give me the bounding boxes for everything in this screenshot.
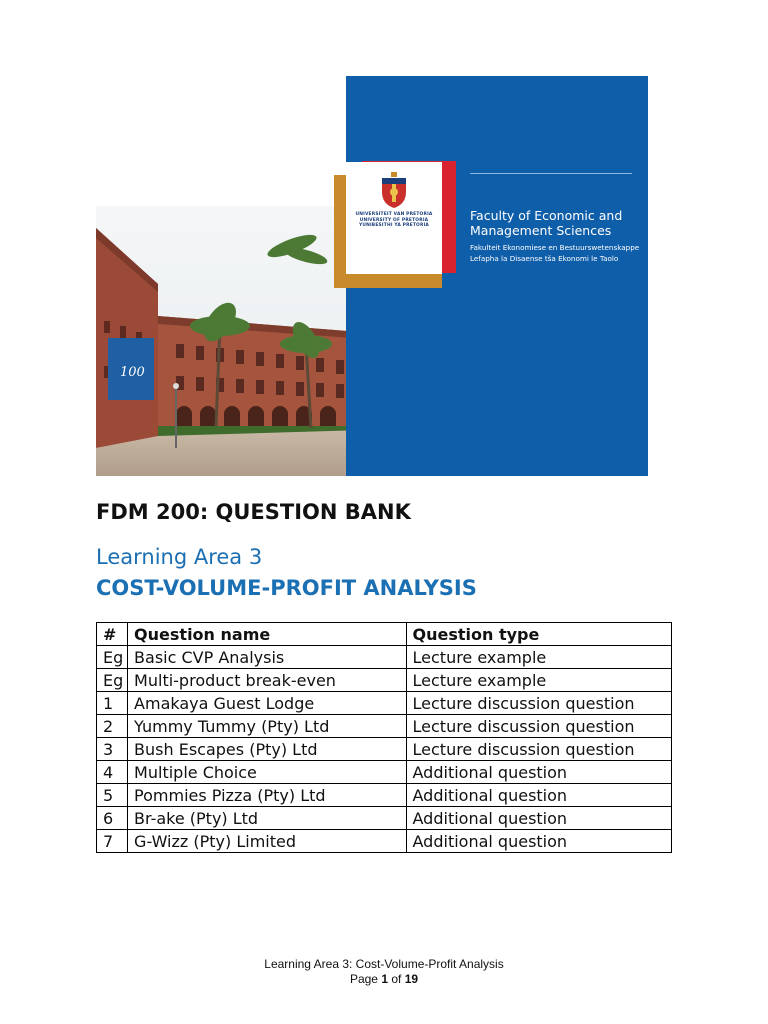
table-row bbox=[97, 761, 672, 784]
table-row bbox=[97, 669, 672, 692]
centenary-banner-text: 100 bbox=[120, 365, 145, 380]
page-number bbox=[0, 972, 768, 987]
row-number: 5 bbox=[97, 784, 128, 807]
row-question-type: Additional question bbox=[406, 761, 671, 784]
row-number: 7 bbox=[97, 830, 128, 853]
row-question-type: Additional question bbox=[406, 830, 671, 853]
header-question-name: Question name bbox=[128, 623, 406, 646]
table-row bbox=[97, 830, 672, 853]
row-question-type: Lecture example bbox=[406, 646, 671, 669]
row-question-name: Multi-product break-even bbox=[128, 669, 406, 692]
table-row bbox=[97, 692, 672, 715]
row-question-name: Multiple Choice bbox=[128, 761, 406, 784]
faculty-subtitle bbox=[470, 242, 645, 264]
row-question-name: Amakaya Guest Lodge bbox=[128, 692, 406, 715]
footer-title: Learning Area 3: Cost-Volume-Profit Analysis bbox=[264, 957, 504, 971]
faculty-title: Faculty of Economic and Management Sciences bbox=[470, 208, 623, 238]
page-prefix: Page bbox=[349, 972, 378, 986]
row-number: 6 bbox=[97, 807, 128, 830]
row-number: 3 bbox=[97, 738, 128, 761]
table-row bbox=[97, 715, 672, 738]
cover-banner bbox=[96, 76, 648, 476]
row-question-name: Pommies Pizza (Pty) Ltd bbox=[128, 784, 406, 807]
row-question-type: Lecture discussion question bbox=[406, 715, 671, 738]
row-question-type: Additional question bbox=[406, 807, 671, 830]
question-table bbox=[96, 622, 672, 853]
learning-area-topic: COST-VOLUME-PROFIT ANALYSIS bbox=[96, 576, 477, 600]
row-question-type: Lecture discussion question bbox=[406, 692, 671, 715]
row-question-name: Yummy Tummy (Pty) Ltd bbox=[128, 715, 406, 738]
row-number: Eg bbox=[97, 669, 128, 692]
page-total: 19 bbox=[404, 972, 419, 986]
table-row bbox=[97, 807, 672, 830]
row-question-name: G-Wizz (Pty) Limited bbox=[128, 830, 406, 853]
row-number: 2 bbox=[97, 715, 128, 738]
table-header-row bbox=[97, 623, 672, 646]
faculty-subtitle-afrikaans: Fakulteit Ekonomiese en Bestuurswetenskappe bbox=[470, 243, 640, 252]
header-number: # bbox=[97, 623, 128, 646]
row-question-type: Lecture example bbox=[406, 669, 671, 692]
row-question-name: Basic CVP Analysis bbox=[128, 646, 406, 669]
row-number: 1 bbox=[97, 692, 128, 715]
university-logo bbox=[346, 162, 442, 274]
university-name: UNIVERSITEIT VAN PRETORIA UNIVERSITY OF PRETORIA YUNIBESITHI YA PRETORIA bbox=[355, 212, 433, 229]
document-title: FDM 200: QUESTION BANK bbox=[96, 500, 411, 524]
row-question-name: Br-ake (Pty) Ltd bbox=[128, 807, 406, 830]
row-question-type: Additional question bbox=[406, 784, 671, 807]
university-crest-icon bbox=[379, 172, 409, 208]
faculty-divider bbox=[470, 173, 632, 174]
row-number: 4 bbox=[97, 761, 128, 784]
header-question-type: Question type bbox=[406, 623, 671, 646]
table-row bbox=[97, 738, 672, 761]
table-row bbox=[97, 784, 672, 807]
page-footer bbox=[0, 957, 768, 987]
row-question-type: Lecture discussion question bbox=[406, 738, 671, 761]
page-of: of bbox=[391, 972, 402, 986]
table-row bbox=[97, 646, 672, 669]
learning-area-label: Learning Area 3 bbox=[96, 545, 263, 569]
row-number: Eg bbox=[97, 646, 128, 669]
page-current: 1 bbox=[381, 972, 388, 986]
faculty-subtitle-sepedi: Lefapha la Disaense tša Ekonomi le Taolo bbox=[470, 254, 619, 263]
row-question-name: Bush Escapes (Pty) Ltd bbox=[128, 738, 406, 761]
